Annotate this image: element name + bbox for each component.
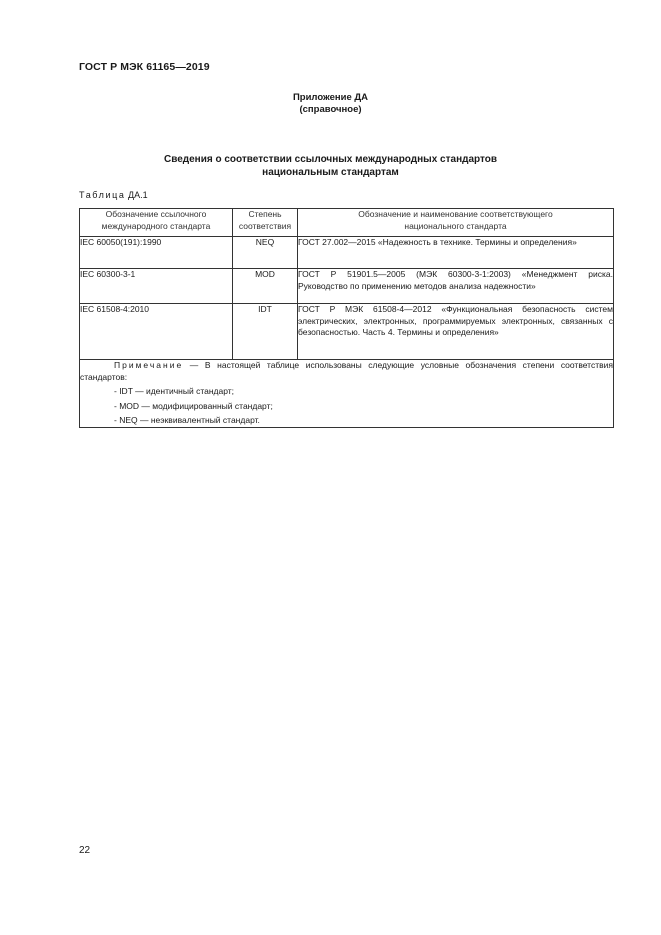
table-note-row (80, 360, 614, 428)
table-caption (79, 190, 148, 200)
header-national-standard (298, 209, 614, 237)
section-title-line1: Сведения о соответствии ссылочных международных стандартов (163, 154, 498, 165)
cell-degree: MOD (233, 269, 298, 304)
table-header-row (80, 209, 614, 237)
annex-subtitle: (справочное) (299, 104, 362, 115)
cell-intl-standard: IEC 60050(191):1990 (80, 237, 233, 269)
note-list-item: - NEQ — неэквивалентный стандарт. (114, 415, 260, 425)
table-row (80, 304, 614, 360)
cell-degree: IDT (233, 304, 298, 360)
annex-title: Приложение ДА (292, 92, 369, 103)
header-degree (233, 209, 298, 237)
header-intl-standard (80, 209, 233, 237)
table-caption-number: ДА.1 (128, 190, 148, 200)
table-row (80, 269, 614, 304)
cell-national-standard: ГОСТ Р МЭК 61508-4—2012 «Функциональная безопасность систем электрических, электронных, программируемых электронных, связанных с безопасностью. Часть 4. Термины и определения» (298, 304, 614, 360)
note-paragraph (80, 360, 613, 383)
note-list-item: - MOD — модифицированный стандарт; (114, 400, 273, 411)
section-title-line2: национальным стандартам (262, 167, 399, 178)
cell-intl-standard: IEC 60300-3-1 (80, 269, 233, 304)
header-intl-line2: международного стандарта (101, 220, 211, 231)
cell-national-standard: ГОСТ Р 51901.5—2005 (МЭК 60300-3-1:2003) «Менеджмент риска. Руководство по применению методов анализа надежности» (298, 269, 614, 304)
standards-table (79, 208, 614, 428)
cell-intl-standard: IEC 61508-4:2010 (80, 304, 233, 360)
cell-national-standard: ГОСТ 27.002—2015 «Надежность в технике. Термины и определения» (298, 237, 614, 269)
page-number: 22 (79, 845, 91, 856)
table-caption-word: Таблица (79, 190, 126, 200)
note-list-item: - IDT — идентичный стандарт; (114, 386, 235, 396)
note-text: — В настоящей таблице использованы следующие условные обозначения степени соответствия стандартов: (80, 360, 613, 382)
header-national-line2: национального стандарта (404, 220, 507, 231)
table-note (80, 360, 614, 428)
header-intl-line1: Обозначение ссылочного (105, 209, 207, 219)
cell-degree: NEQ (233, 237, 298, 269)
note-label: Примечание (114, 360, 184, 370)
header-national-line1: Обозначение и наименование соответствующего (358, 209, 553, 219)
table-row (80, 237, 614, 269)
header-degree-line1: Степень (248, 209, 282, 219)
document-header: ГОСТ Р МЭК 61165—2019 (79, 61, 210, 73)
header-degree-line2: соответствия (238, 220, 292, 231)
